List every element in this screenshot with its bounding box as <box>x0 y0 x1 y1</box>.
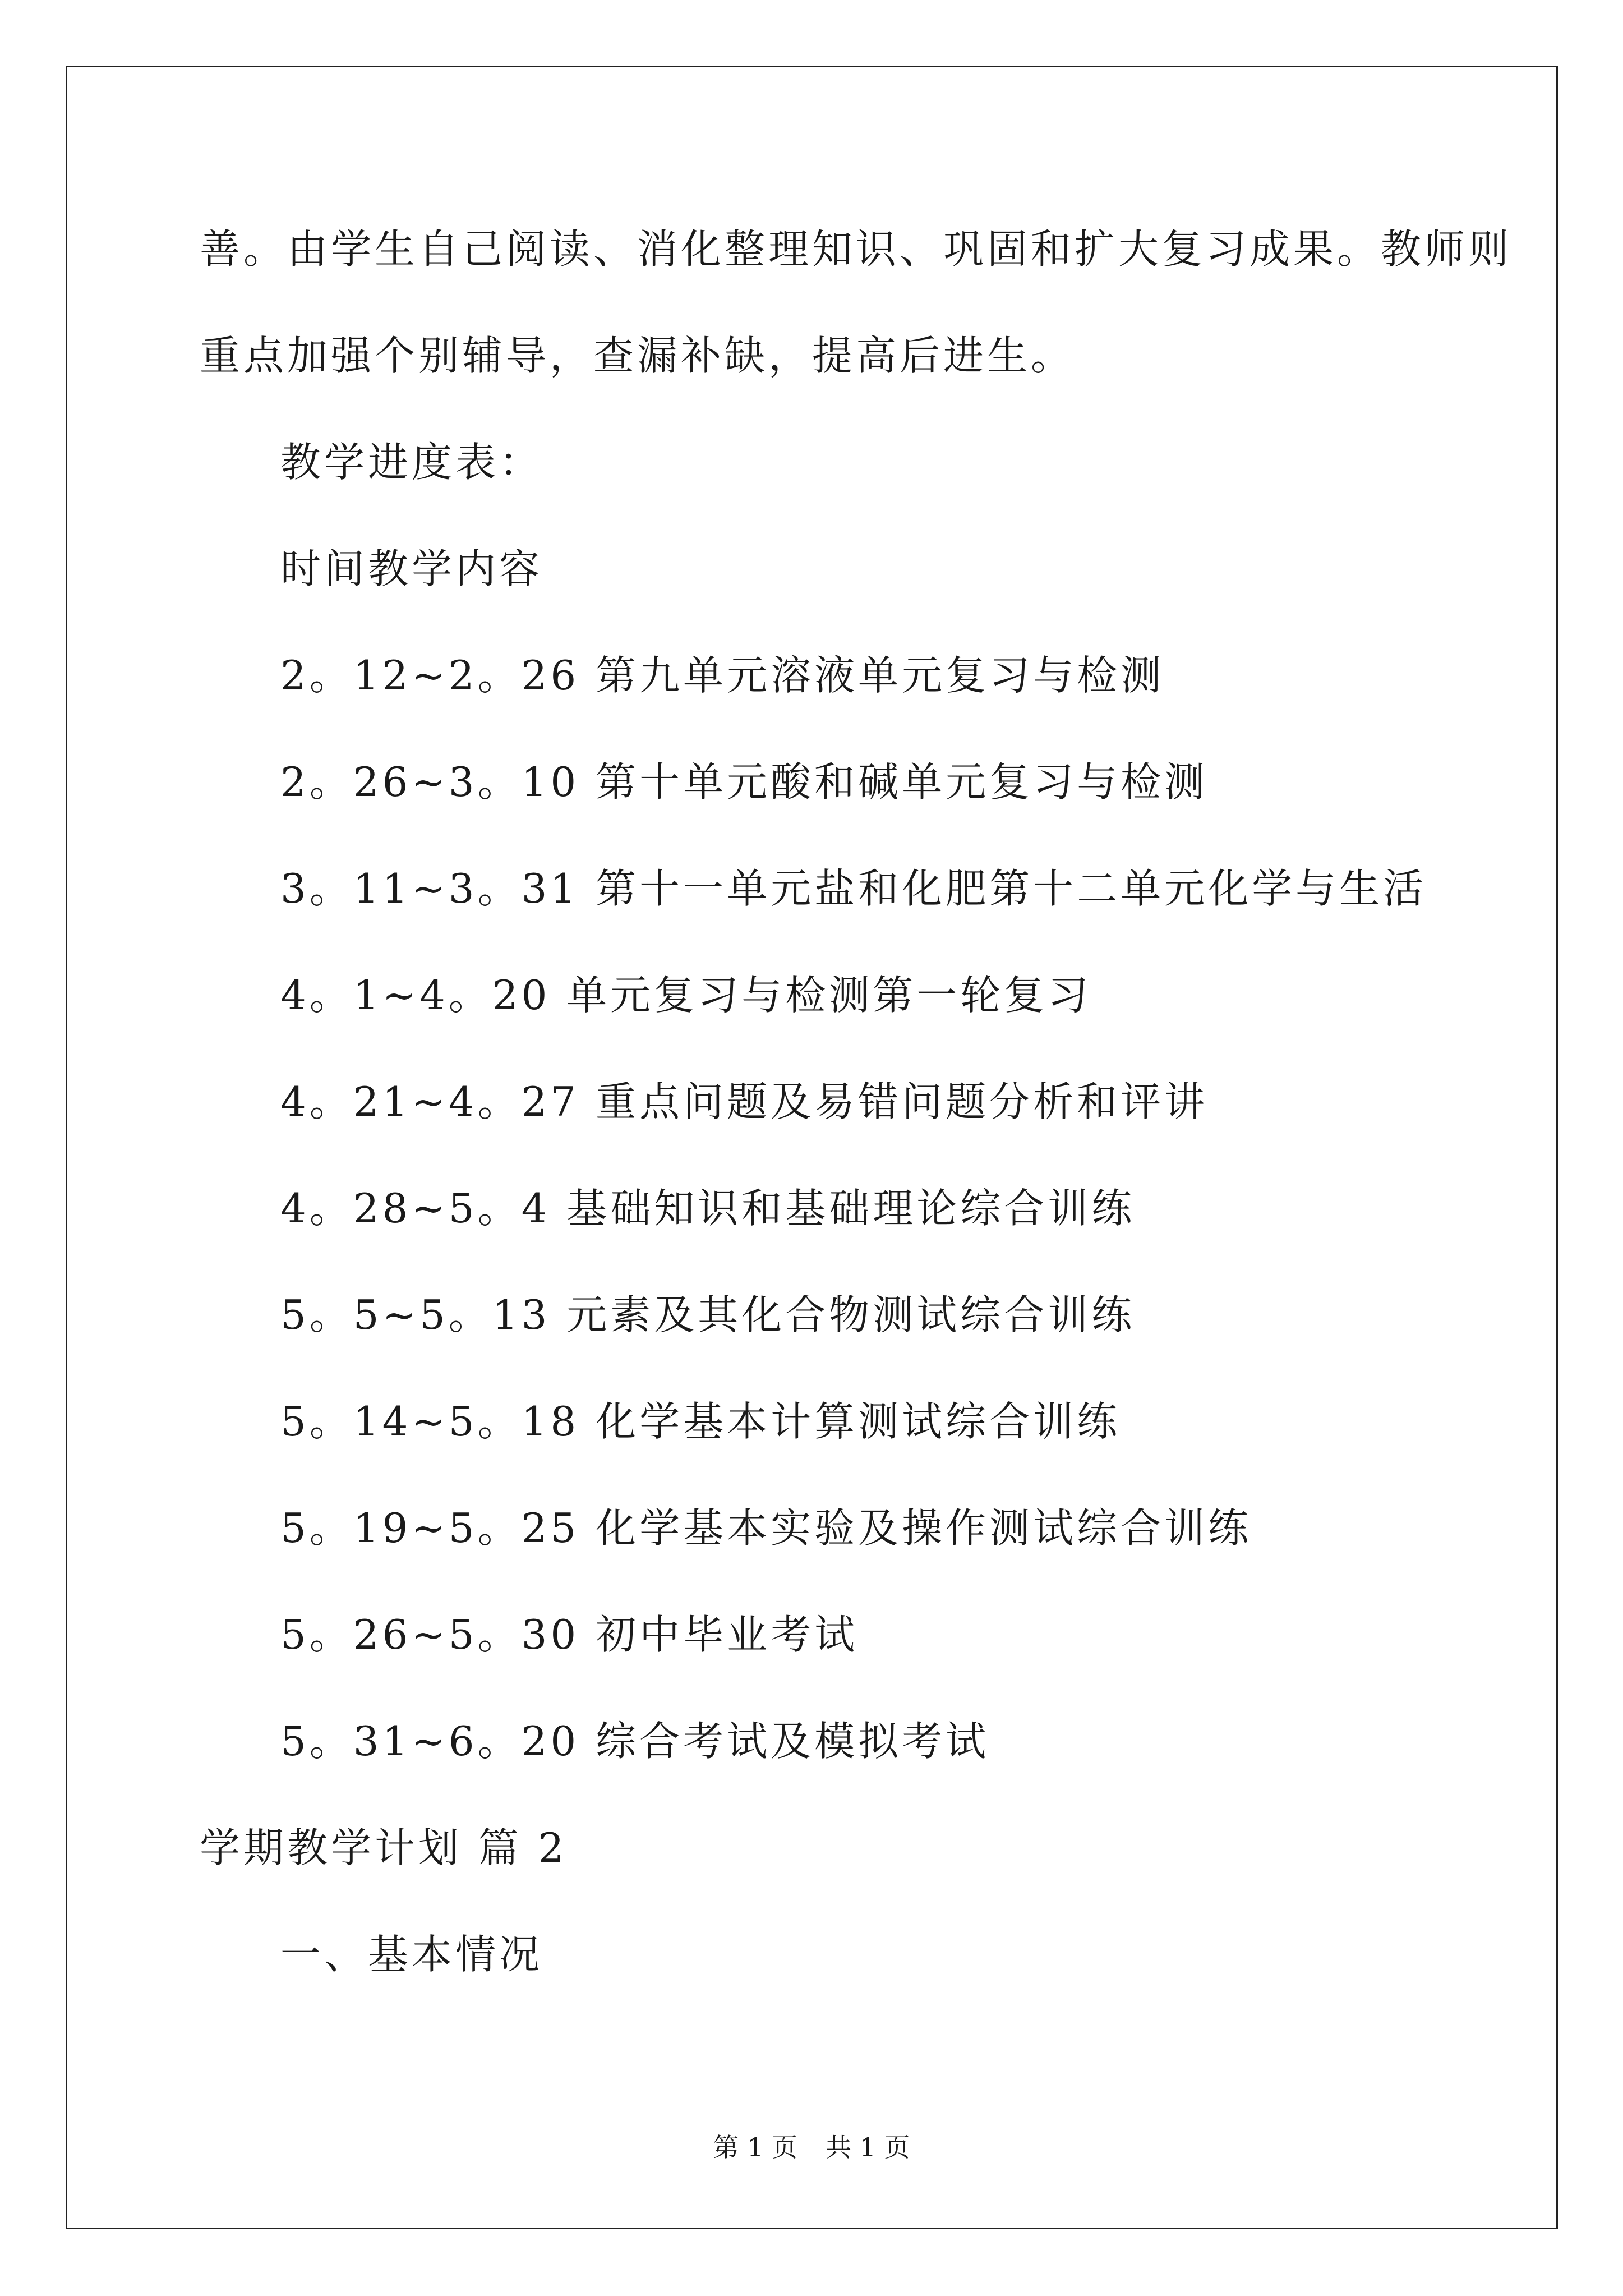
section-heading: 学期教学计划 篇 2 <box>200 1824 568 1871</box>
page-number-current: 第 1 页 <box>713 2132 797 2162</box>
body-paragraph-line-1: 善。由学生自己阅读、消化整理知识、巩固和扩大复习成果。教师则 <box>200 226 1513 273</box>
schedule-row: 4。28~5。4 基础知识和基础理论综合训练 <box>280 1185 1136 1232</box>
schedule-row: 4。1~4。20 单元复习与检测第一轮复习 <box>280 972 1092 1019</box>
page-number-total: 共 1 页 <box>826 2132 910 2162</box>
schedule-row: 2。26~3。10 第十单元酸和碱单元复习与检测 <box>280 758 1209 806</box>
schedule-row: 5。26~5。30 初中毕业考试 <box>280 1611 859 1658</box>
schedule-row: 3。11~3。31 第十一单元盐和化肥第十二单元化学与生活 <box>280 865 1427 912</box>
schedule-row: 5。5~5。13 元素及其化合物测试综合训练 <box>280 1291 1136 1338</box>
page-footer <box>0 2134 1623 2160</box>
schedule-row: 5。14~5。18 化学基本计算测试综合训练 <box>280 1398 1121 1445</box>
page-border <box>66 66 1558 2229</box>
body-paragraph-line-2: 重点加强个别辅导，查漏补缺，提高后进生。 <box>200 332 1075 379</box>
schedule-header: 时间教学内容 <box>280 545 543 592</box>
schedule-row: 4。21~4。27 重点问题及易错问题分析和评讲 <box>280 1078 1209 1125</box>
schedule-row: 5。31~6。20 综合考试及模拟考试 <box>280 1718 990 1765</box>
schedule-title: 教学进度表： <box>280 439 543 486</box>
schedule-row: 5。19~5。25 化学基本实验及操作测试综合训练 <box>280 1504 1252 1552</box>
schedule-row: 2。12~2。26 第九单元溶液单元复习与检测 <box>280 652 1165 699</box>
subsection-heading: 一、基本情况 <box>280 1931 543 1978</box>
